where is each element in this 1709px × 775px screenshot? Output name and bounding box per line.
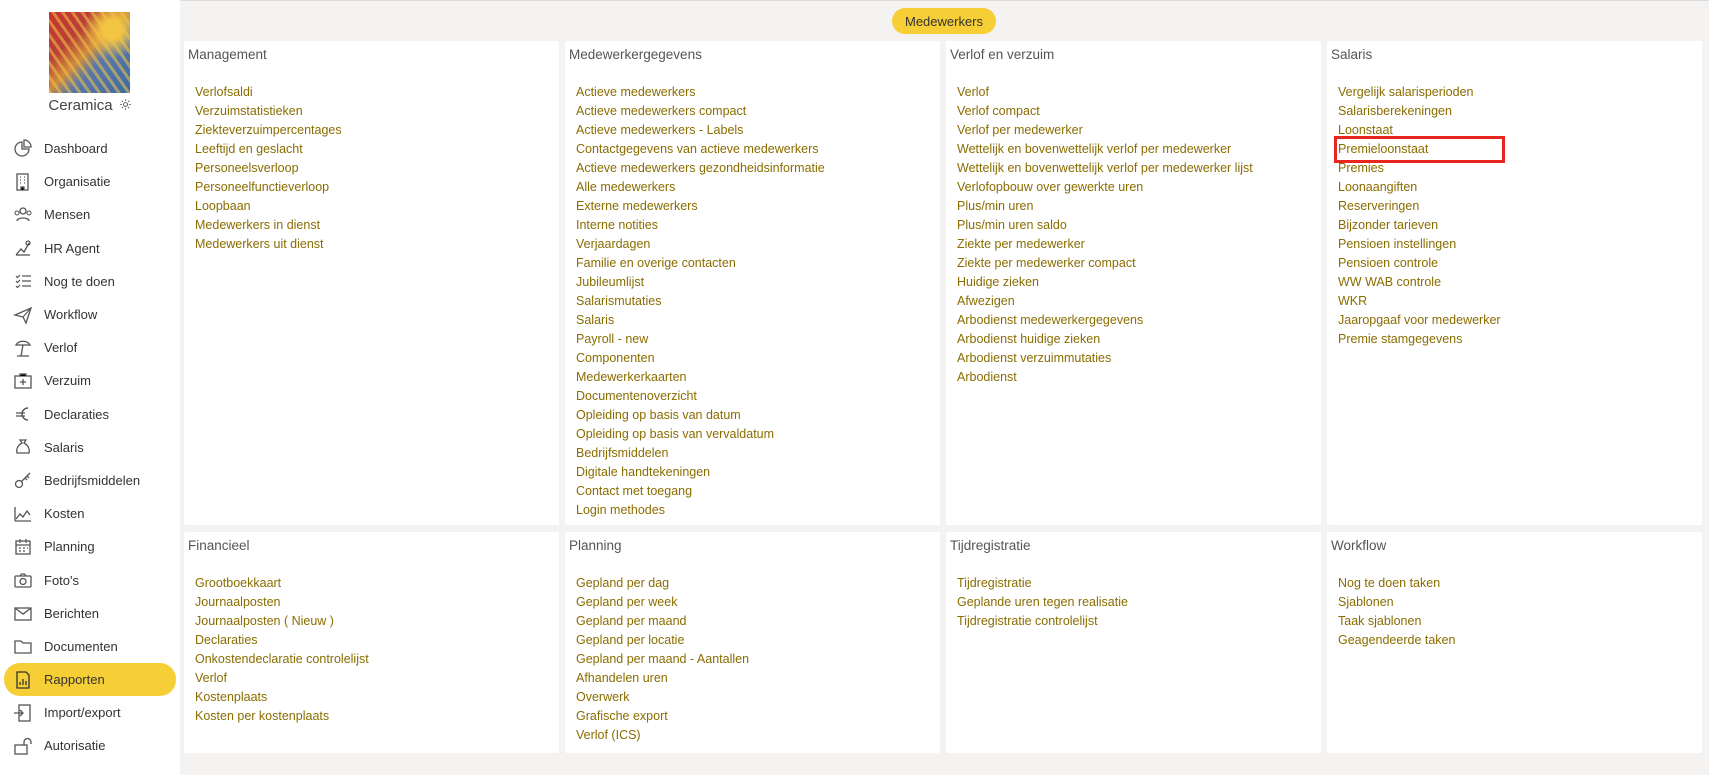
sidebar-item-label: Declaraties bbox=[44, 406, 110, 422]
report-link[interactable]: Documentenoverzicht bbox=[576, 389, 697, 403]
sidebar-item-label: Dashboard bbox=[44, 141, 108, 157]
report-link[interactable]: Medewerkers uit dienst bbox=[195, 237, 324, 251]
unlock-icon bbox=[12, 736, 34, 756]
panel-tijdregistratie bbox=[946, 532, 1321, 753]
report-link[interactable]: Journaalposten bbox=[195, 595, 281, 609]
report-link[interactable]: Opleiding op basis van vervaldatum bbox=[576, 427, 775, 441]
report-icon bbox=[12, 670, 34, 690]
sidebar-item-label: HR Agent bbox=[44, 240, 100, 256]
report-link[interactable]: Huidige zieken bbox=[957, 275, 1039, 289]
report-link[interactable]: Verlofsaldi bbox=[195, 85, 253, 99]
company-header bbox=[0, 97, 180, 114]
report-link[interactable]: Interne notities bbox=[576, 218, 658, 232]
report-link[interactable]: Leeftijd en geslacht bbox=[195, 142, 303, 156]
sidebar-item-label: Planning bbox=[44, 539, 95, 555]
area-chart-icon bbox=[12, 504, 34, 524]
report-link[interactable]: Contactgegevens van actieve medewerkers bbox=[576, 142, 819, 156]
report-link[interactable]: Gepland per maand bbox=[576, 614, 687, 628]
sidebar-item-label: Organisatie bbox=[44, 174, 111, 190]
report-link[interactable]: Declaraties bbox=[195, 633, 258, 647]
report-link[interactable]: Ziekte per medewerker bbox=[957, 237, 1085, 251]
sidebar-item-label: Workflow bbox=[44, 307, 98, 323]
sidebar-item-verlof[interactable] bbox=[0, 331, 180, 364]
report-link[interactable]: WW WAB controle bbox=[1338, 275, 1442, 289]
report-link[interactable]: Jubileumlijst bbox=[576, 275, 645, 289]
report-link-list bbox=[1338, 574, 1455, 650]
gear-icon[interactable] bbox=[119, 98, 132, 111]
report-link[interactable]: Verlofopbouw over gewerkte uren bbox=[957, 180, 1144, 194]
euro-icon bbox=[12, 404, 34, 424]
report-link[interactable]: Verjaardagen bbox=[576, 237, 651, 251]
report-link[interactable]: Pensioen controle bbox=[1338, 256, 1439, 270]
company-name: Ceramica bbox=[48, 97, 113, 114]
sidebar-item-label: Nog te doen bbox=[44, 273, 115, 289]
report-link[interactable]: Actieve medewerkers compact bbox=[576, 104, 747, 118]
sidebar-nav bbox=[0, 132, 180, 763]
report-link[interactable]: Loonaangiften bbox=[1338, 180, 1418, 194]
report-link[interactable]: Overwerk bbox=[576, 690, 630, 704]
beach-icon bbox=[12, 338, 34, 358]
camera-icon bbox=[12, 570, 34, 590]
report-link[interactable]: Actieve medewerkers - Labels bbox=[576, 123, 744, 137]
report-link[interactable]: Personeelsverloop bbox=[195, 161, 299, 175]
report-link[interactable]: Tijdregistratie bbox=[957, 576, 1032, 590]
report-link-list bbox=[1338, 83, 1501, 349]
panel-title: Medewerkergegevens bbox=[569, 47, 702, 62]
report-link[interactable]: Medewerkerkaarten bbox=[576, 370, 687, 384]
report-link[interactable]: Login methodes bbox=[576, 503, 665, 517]
report-link[interactable]: Arbodienst medewerkergegevens bbox=[957, 313, 1144, 327]
report-link[interactable]: Geplande uren tegen realisatie bbox=[957, 595, 1128, 609]
report-link[interactable]: Grafische export bbox=[576, 709, 668, 723]
report-link[interactable]: Familie en overige contacten bbox=[576, 256, 736, 270]
medewerkers-filter-pill[interactable]: Medewerkers bbox=[892, 8, 996, 34]
report-link[interactable]: Afhandelen uren bbox=[576, 671, 668, 685]
sidebar-item-berichten[interactable] bbox=[0, 597, 180, 630]
report-link[interactable]: Arbodienst bbox=[957, 370, 1017, 384]
report-link-list bbox=[195, 574, 369, 726]
report-link[interactable]: Opleiding op basis van datum bbox=[576, 408, 741, 422]
sidebar-item-nog-te-doen[interactable] bbox=[0, 265, 180, 298]
report-link[interactable]: Journaalposten ( Nieuw ) bbox=[195, 614, 334, 628]
panel-title: Planning bbox=[569, 538, 622, 553]
medical-kit-icon bbox=[12, 371, 34, 391]
report-link[interactable]: Wettelijk en bovenwettelijk verlof per medewerker lijst bbox=[957, 161, 1253, 175]
sidebar-item-bedrijfsmiddelen[interactable] bbox=[0, 464, 180, 497]
report-link[interactable]: Bijzonder tarieven bbox=[1338, 218, 1439, 232]
sidebar-item-foto-s[interactable] bbox=[0, 563, 180, 596]
report-link[interactable]: Loonstaat bbox=[1338, 123, 1393, 137]
report-link[interactable]: Plus/min uren saldo bbox=[957, 218, 1067, 232]
checklist-icon bbox=[12, 271, 34, 291]
panel-financieel bbox=[184, 532, 559, 753]
panel-title: Management bbox=[188, 47, 267, 62]
report-link[interactable]: Contact met toegang bbox=[576, 484, 693, 498]
import-icon bbox=[12, 703, 34, 723]
sidebar-item-mensen[interactable] bbox=[0, 198, 180, 231]
report-link-list bbox=[195, 83, 342, 254]
sidebar-item-label: Autorisatie bbox=[44, 738, 106, 754]
report-link-list bbox=[957, 574, 1128, 631]
report-link[interactable]: Medewerkers in dienst bbox=[195, 218, 321, 232]
report-link[interactable]: Wettelijk en bovenwettelijk verlof per medewerker bbox=[957, 142, 1232, 156]
report-link[interactable]: Verzuimstatistieken bbox=[195, 104, 303, 118]
agent-icon bbox=[12, 238, 34, 258]
sidebar-item-kosten[interactable] bbox=[0, 497, 180, 530]
report-link[interactable]: Actieve medewerkers bbox=[576, 85, 696, 99]
sidebar-item-dashboard[interactable] bbox=[0, 132, 180, 165]
sidebar-item-autorisatie[interactable] bbox=[0, 729, 180, 762]
report-link[interactable]: Alle medewerkers bbox=[576, 180, 676, 194]
report-link[interactable]: WKR bbox=[1338, 294, 1368, 308]
panel-management bbox=[184, 41, 559, 525]
report-link[interactable]: Pensioen instellingen bbox=[1338, 237, 1457, 251]
company-logo bbox=[49, 12, 130, 93]
report-link[interactable]: Verlof compact bbox=[957, 104, 1040, 118]
report-link[interactable]: Premie stamgegevens bbox=[1338, 332, 1463, 346]
sidebar-item-label: Verlof bbox=[44, 340, 78, 356]
money-bag-icon bbox=[12, 437, 34, 457]
panel-verlof-en-verzuim bbox=[946, 41, 1321, 525]
sidebar-item-documenten[interactable] bbox=[0, 630, 180, 663]
building-icon bbox=[12, 172, 34, 192]
report-link[interactable]: Afwezigen bbox=[957, 294, 1015, 308]
report-link[interactable]: Externe medewerkers bbox=[576, 199, 698, 213]
report-link[interactable]: Actieve medewerkers gezondheidsinformatie bbox=[576, 161, 825, 175]
panel-salaris bbox=[1327, 41, 1702, 525]
report-link[interactable]: Salaris bbox=[576, 313, 615, 327]
report-link[interactable]: Ziekte per medewerker compact bbox=[957, 256, 1136, 270]
report-link[interactable]: Jaaropgaaf voor medewerker bbox=[1338, 313, 1501, 327]
report-link[interactable]: Plus/min uren bbox=[957, 199, 1034, 213]
report-link[interactable]: Digitale handtekeningen bbox=[576, 465, 711, 479]
key-icon bbox=[12, 470, 34, 490]
paper-plane-icon bbox=[12, 305, 34, 325]
report-link[interactable]: Reserveringen bbox=[1338, 199, 1420, 213]
report-link[interactable]: Gepland per week bbox=[576, 595, 678, 609]
report-link-list bbox=[576, 83, 825, 520]
report-link[interactable]: Sjablonen bbox=[1338, 595, 1394, 609]
sidebar-item-label: Mensen bbox=[44, 207, 91, 223]
report-link[interactable]: Verlof per medewerker bbox=[957, 123, 1083, 137]
sidebar-item-verzuim[interactable] bbox=[0, 364, 180, 397]
sidebar-item-label: Import/export bbox=[44, 705, 121, 721]
panel-title: Verlof en verzuim bbox=[950, 47, 1055, 62]
report-link[interactable]: Tijdregistratie controlelijst bbox=[957, 614, 1098, 628]
sidebar-item-label: Rapporten bbox=[44, 672, 105, 688]
panel-medewerkergegevens bbox=[565, 41, 940, 525]
sidebar-item-label: Bedrijfsmiddelen bbox=[44, 472, 141, 488]
sidebar-item-label: Foto's bbox=[44, 572, 79, 588]
report-link[interactable]: Salarisberekeningen bbox=[1338, 104, 1452, 118]
report-link[interactable]: Gepland per maand - Aantallen bbox=[576, 652, 750, 666]
report-link[interactable]: Grootboekkaart bbox=[195, 576, 282, 590]
panel-title: Tijdregistratie bbox=[950, 538, 1031, 553]
report-link[interactable]: Componenten bbox=[576, 351, 655, 365]
report-link[interactable]: Verlof (ICS) bbox=[576, 728, 641, 742]
pie-chart-icon bbox=[12, 139, 34, 159]
sidebar-item-label: Documenten bbox=[44, 638, 118, 654]
report-link[interactable]: Arbodienst verzuimmutaties bbox=[957, 351, 1112, 365]
report-link[interactable]: Kosten per kostenplaats bbox=[195, 709, 330, 723]
report-link[interactable]: Gepland per locatie bbox=[576, 633, 685, 647]
report-link-list bbox=[576, 574, 749, 745]
report-link[interactable]: Personeelfunctieverloop bbox=[195, 180, 330, 194]
report-link[interactable]: Verlof bbox=[195, 671, 227, 685]
sidebar-item-label: Kosten bbox=[44, 506, 85, 522]
sidebar-item-rapporten[interactable] bbox=[4, 663, 176, 696]
sidebar-item-label: Salaris bbox=[44, 439, 84, 455]
sidebar-item-import-export[interactable] bbox=[0, 696, 180, 729]
report-link[interactable]: Loopbaan bbox=[195, 199, 251, 213]
report-link[interactable]: Onkostendeclaratie controlelijst bbox=[195, 652, 369, 666]
report-link[interactable]: Geagendeerde taken bbox=[1338, 633, 1456, 647]
panel-title: Salaris bbox=[1331, 47, 1373, 62]
report-link[interactable]: Taak sjablonen bbox=[1338, 614, 1422, 628]
sidebar bbox=[0, 0, 180, 775]
top-divider bbox=[180, 0, 1709, 1]
sidebar-item-label: Berichten bbox=[44, 605, 99, 621]
sidebar-item-planning[interactable] bbox=[0, 530, 180, 563]
report-link[interactable]: Premies bbox=[1338, 161, 1384, 175]
panel-workflow bbox=[1327, 532, 1702, 753]
report-link[interactable]: Arbodienst huidige zieken bbox=[957, 332, 1101, 346]
sidebar-item-hr-agent[interactable] bbox=[0, 232, 180, 265]
sidebar-item-organisatie[interactable] bbox=[0, 165, 180, 198]
calendar-icon bbox=[12, 537, 34, 557]
mail-icon bbox=[12, 603, 34, 623]
report-link[interactable]: Kostenplaats bbox=[195, 690, 268, 704]
sidebar-item-salaris[interactable] bbox=[0, 431, 180, 464]
report-link-list bbox=[957, 83, 1253, 387]
panel-title: Workflow bbox=[1331, 538, 1387, 553]
sidebar-item-workflow[interactable] bbox=[0, 298, 180, 331]
report-link[interactable]: Salarismutaties bbox=[576, 294, 662, 308]
panel-title: Financieel bbox=[188, 538, 250, 553]
report-link[interactable]: Vergelijk salarisperioden bbox=[1338, 85, 1474, 99]
report-link[interactable]: Payroll - new bbox=[576, 332, 649, 346]
report-link[interactable]: Gepland per dag bbox=[576, 576, 670, 590]
report-link[interactable]: Verlof bbox=[957, 85, 989, 99]
sidebar-item-label: Verzuim bbox=[44, 373, 91, 389]
sidebar-item-declaraties[interactable] bbox=[0, 398, 180, 431]
people-icon bbox=[12, 205, 34, 225]
report-link[interactable]: Ziekteverzuimpercentages bbox=[195, 123, 342, 137]
folder-icon bbox=[12, 636, 34, 656]
report-link[interactable]: Bedrijfsmiddelen bbox=[576, 446, 669, 460]
report-link[interactable]: Nog te doen taken bbox=[1338, 576, 1441, 590]
panel-planning bbox=[565, 532, 940, 753]
report-link-highlighted[interactable]: Premieloonstaat bbox=[1338, 140, 1501, 159]
